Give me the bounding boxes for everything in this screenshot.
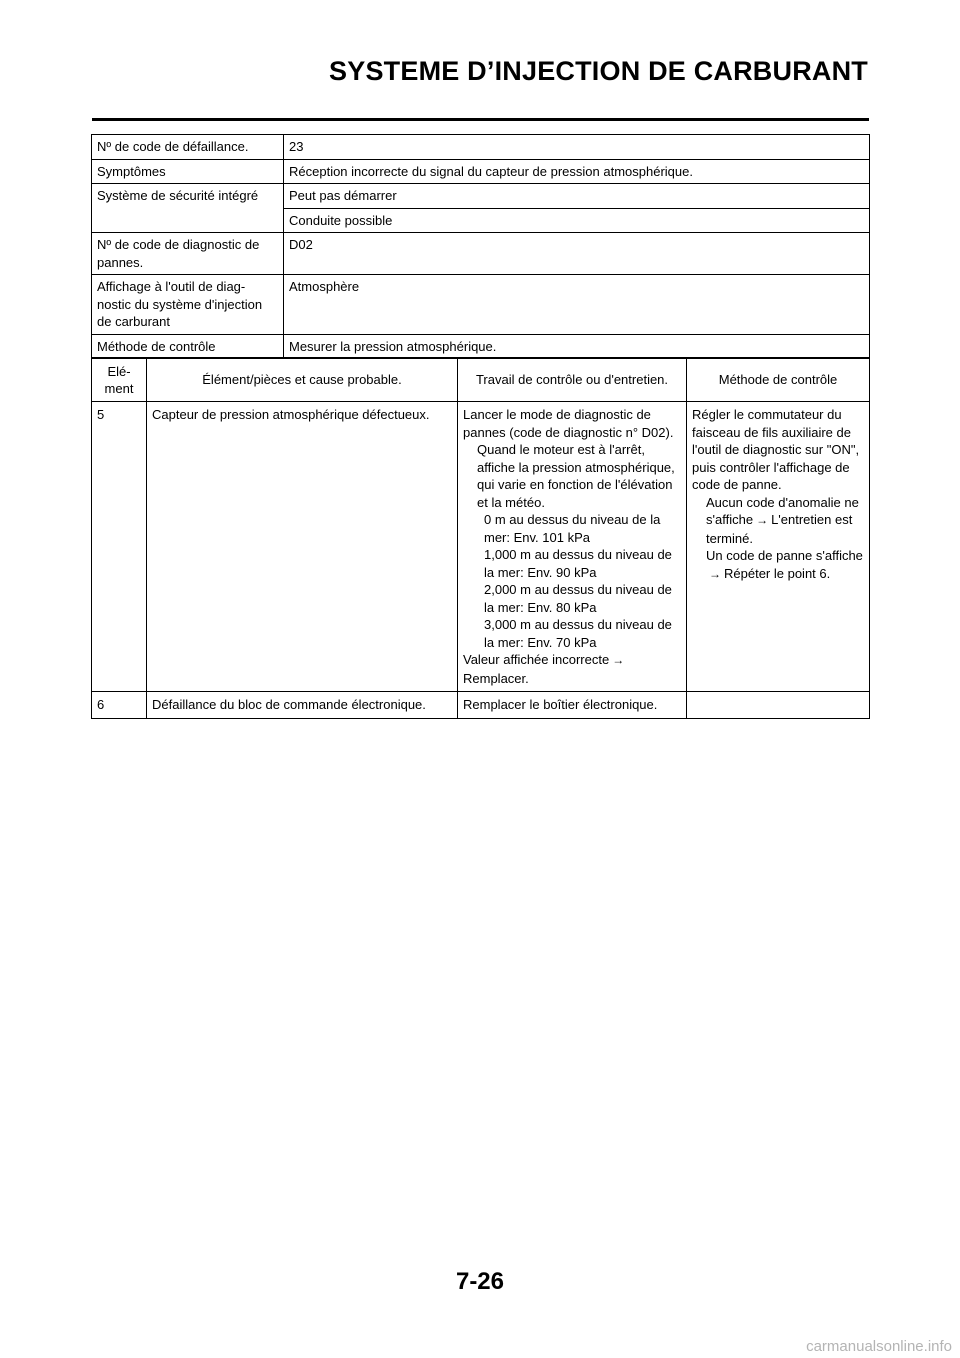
row5-work-sub: Quand le moteur est à l'arrêt, affiche la pression atmosphérique, qui varie en fonction de l'élévation et la météo. [477, 442, 675, 510]
symptoms-row [92, 159, 870, 184]
fault-code-label: Nº de code de défaillance. [92, 135, 284, 160]
fault-code-value: 23 [284, 135, 870, 160]
row5-item: 5 [92, 402, 147, 692]
fault-code-row [92, 135, 870, 160]
row5-method-none-line [692, 494, 864, 548]
page-number: 7-26 [455, 1268, 505, 1295]
diagnostic-code-label: Nº de code de diagnostic de pannes. [92, 233, 284, 275]
header-work: Travail de contrôle ou d'entretien. [458, 358, 687, 402]
row6-work: Remplacer le boîtier électronique. [458, 692, 687, 719]
header-method: Méthode de contrôle [687, 358, 870, 402]
header-cause: Élément/pièces et cause probable. [147, 358, 458, 402]
row5-method-code-result: Répéter le point 6. [724, 565, 831, 581]
failsafe-value-start: Peut pas démarrer [284, 184, 870, 209]
row5-method-none-result: L'entretien est terminé. [706, 512, 853, 546]
row5-work-value-1000m: 1,000 m au dessus du niveau de la mer: Env. 90 kPa [484, 547, 672, 580]
row5-work-incorrect: Valeur affichée incorrecte [463, 652, 610, 667]
failsafe-row [92, 184, 870, 209]
header-item [92, 358, 147, 402]
check-method-row [92, 334, 870, 359]
row5-work-action: Remplacer. [463, 670, 529, 686]
row6-method [687, 692, 870, 719]
row5-method-code: Un code de panne s'affiche [706, 548, 863, 563]
procedure-header-row [92, 358, 870, 402]
table-row [92, 402, 870, 692]
table-row [92, 692, 870, 719]
row5-method-code-line [692, 547, 864, 583]
row5-method-none: Aucun code d'anomalie ne s'affiche [706, 494, 859, 527]
row5-work-intro: Lancer le mode de diagnostic de pannes (code de diagnostic n° D02). [463, 407, 674, 440]
tool-display-value: Atmosphère [284, 275, 870, 335]
header-item-line1: Elé- [107, 363, 131, 379]
tool-display-label: Affichage à l'outil de diag-nostic du système d'injection de carburant [92, 275, 284, 335]
symptoms-value: Réception incorrecte du signal du capteur de pression atmosphérique. [284, 159, 870, 184]
row5-method [687, 402, 870, 692]
title-rule [92, 118, 869, 121]
row5-work [458, 402, 687, 692]
watermark: carmanualsonline.info [806, 1338, 952, 1355]
row6-cause: Défaillance du bloc de commande électronique. [147, 692, 458, 719]
arrow-right-icon: → [612, 653, 625, 667]
row5-work-incorrect-line [463, 651, 681, 687]
tool-display-row [92, 275, 870, 335]
diagnostic-code-row [92, 233, 870, 275]
symptoms-label: Symptômes [92, 159, 284, 184]
check-method-value: Mesurer la pression atmosphérique. [284, 334, 870, 359]
failsafe-value-drive: Conduite possible [284, 208, 870, 233]
procedure-table [91, 357, 870, 719]
arrow-right-icon: → [709, 566, 721, 581]
row5-work-value-0m: 0 m au dessus du niveau de la mer: Env. 101 kPa [484, 512, 661, 545]
page-title: SYSTEME D’INJECTION DE CARBURANT [329, 56, 868, 86]
header-item-line2: ment [104, 380, 134, 396]
row5-work-value-3000m: 3,000 m au dessus du niveau de la mer: Env. 70 kPa [484, 617, 672, 650]
check-method-label: Méthode de contrôle [92, 334, 284, 359]
row5-work-value-2000m: 2,000 m au dessus du niveau de la mer: Env. 80 kPa [484, 582, 672, 615]
arrow-right-icon: → [756, 513, 769, 527]
diagnostic-code-value: D02 [284, 233, 870, 275]
fault-info-table [91, 134, 870, 359]
failsafe-label: Système de sécurité intégré [92, 184, 284, 233]
row5-cause: Capteur de pression atmosphérique défectueux. [147, 402, 458, 692]
row6-item: 6 [92, 692, 147, 719]
row5-method-intro: Régler le commutateur du faisceau de fils auxiliaire de l'outil de diagnostic sur "ON", puis contrôler l'affichage de code de panne. [692, 407, 860, 492]
